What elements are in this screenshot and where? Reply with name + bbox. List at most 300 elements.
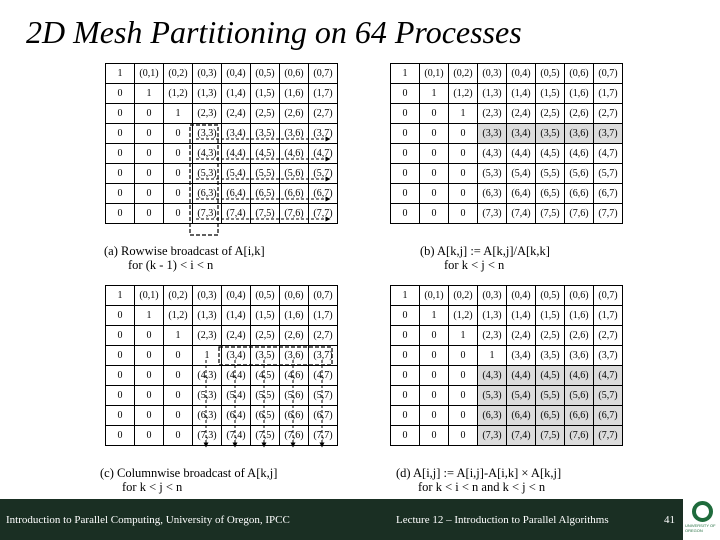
matrix-cell: (6,3) — [478, 184, 507, 204]
matrix-cell: (1,6) — [280, 84, 309, 104]
matrix-cell: (7,6) — [565, 426, 594, 446]
matrix-cell: (4,3) — [193, 144, 222, 164]
matrix-cell: 0 — [420, 346, 449, 366]
matrix-cell: (6,3) — [193, 406, 222, 426]
caption-a — [104, 244, 265, 272]
matrix-cell: 0 — [164, 346, 193, 366]
matrix-cell: (3,4) — [507, 346, 536, 366]
matrix-row — [106, 286, 338, 306]
matrix-cell: 0 — [106, 386, 135, 406]
matrix-row — [106, 326, 338, 346]
matrix-cell: (0,5) — [251, 64, 280, 84]
matrix-cell: 0 — [449, 144, 478, 164]
matrix-cell: (3,5) — [536, 346, 565, 366]
matrix-cell: (0,4) — [507, 64, 536, 84]
matrix-cell: (5,5) — [536, 164, 565, 184]
matrix-cell: (4,6) — [280, 144, 309, 164]
matrix-cell: 0 — [135, 144, 164, 164]
matrix-cell: (5,6) — [565, 164, 594, 184]
caption-d-line1: (d) A[i,j] := A[i,j]-A[i,k] × A[k,j] — [396, 466, 562, 480]
matrix-cell: (5,7) — [309, 386, 338, 406]
matrix-cell: (3,5) — [536, 124, 565, 144]
matrix-cell: (2,4) — [507, 104, 536, 124]
matrix-cell: 0 — [391, 326, 420, 346]
matrix-cell: (5,7) — [309, 164, 338, 184]
matrix-cell: 0 — [135, 104, 164, 124]
matrix-cell: (3,6) — [280, 124, 309, 144]
matrix-cell: 0 — [106, 326, 135, 346]
matrix-cell: 0 — [164, 164, 193, 184]
matrix-cell: (7,4) — [222, 204, 251, 224]
matrix-cell: 1 — [420, 84, 449, 104]
matrix-cell: 0 — [164, 386, 193, 406]
logo-o-icon — [692, 501, 713, 522]
matrix-cell: (7,4) — [507, 204, 536, 224]
matrix-cell: (1,5) — [251, 306, 280, 326]
matrix-cell: (0,2) — [449, 64, 478, 84]
matrix-cell: 1 — [391, 64, 420, 84]
matrix-cell: (1,4) — [507, 84, 536, 104]
matrix-cell: (7,7) — [309, 426, 338, 446]
matrix-cell: (4,7) — [594, 366, 623, 386]
matrix-cell: (4,4) — [507, 366, 536, 386]
matrix-row — [391, 326, 623, 346]
matrix-cell: (2,3) — [478, 104, 507, 124]
matrix-cell: (7,4) — [507, 426, 536, 446]
matrix-cell: 0 — [391, 306, 420, 326]
matrix-cell: 0 — [420, 366, 449, 386]
matrix-cell: (3,3) — [193, 124, 222, 144]
caption-b — [420, 244, 550, 272]
matrix-cell: 1 — [135, 84, 164, 104]
matrix-cell: 0 — [420, 124, 449, 144]
matrix-row — [391, 286, 623, 306]
matrix-cell: (0,4) — [222, 64, 251, 84]
matrix-cell: (7,7) — [309, 204, 338, 224]
matrix-cell: 0 — [449, 184, 478, 204]
matrix-row — [391, 184, 623, 204]
matrix-row — [391, 426, 623, 446]
matrix-cell: 0 — [420, 326, 449, 346]
matrix-cell: (6,5) — [536, 184, 565, 204]
matrix-cell: 0 — [391, 104, 420, 124]
matrix-cell: (2,3) — [193, 326, 222, 346]
matrix-cell: 0 — [449, 346, 478, 366]
matrix-cell: 0 — [420, 144, 449, 164]
matrix-cell: 0 — [164, 366, 193, 386]
matrix-cell: 0 — [106, 406, 135, 426]
matrix-cell: (6,6) — [565, 184, 594, 204]
matrix-cell: 0 — [106, 366, 135, 386]
matrix-cell: (6,7) — [309, 406, 338, 426]
matrix-cell: (7,6) — [280, 204, 309, 224]
matrix-cell: (6,6) — [280, 406, 309, 426]
matrix-cell: (5,4) — [222, 164, 251, 184]
matrix-cell: (1,6) — [565, 84, 594, 104]
matrix-cell: (0,1) — [420, 286, 449, 306]
matrix-cell: 0 — [391, 184, 420, 204]
matrix-cell: (5,7) — [594, 386, 623, 406]
matrix-row — [391, 204, 623, 224]
matrix-cell: 1 — [135, 306, 164, 326]
matrix-cell: (1,3) — [478, 84, 507, 104]
caption-b-line1: (b) A[k,j] := A[k,j]/A[k,k] — [420, 244, 550, 258]
matrix-cell: 0 — [135, 386, 164, 406]
matrix-cell: (7,7) — [594, 204, 623, 224]
caption-d-line2: for k < i < n and k < j < n — [418, 480, 546, 494]
matrix-row — [391, 306, 623, 326]
caption-a-line2: for (k - 1) < i < n — [128, 258, 214, 272]
matrix-cell: (1,3) — [193, 306, 222, 326]
matrix-cell: (6,3) — [478, 406, 507, 426]
matrix-cell: (0,4) — [222, 286, 251, 306]
matrix-cell: (1,2) — [449, 306, 478, 326]
matrix-cell: (4,6) — [565, 366, 594, 386]
matrix-cell: 0 — [106, 346, 135, 366]
matrix-cell: (4,4) — [507, 144, 536, 164]
matrix-cell: (2,4) — [222, 104, 251, 124]
matrix-cell: 0 — [164, 124, 193, 144]
matrix-cell: (0,2) — [449, 286, 478, 306]
matrix-cell: (1,5) — [251, 84, 280, 104]
matrix-cell: 0 — [135, 366, 164, 386]
matrix-cell: (2,7) — [309, 326, 338, 346]
matrix-cell: (7,3) — [478, 204, 507, 224]
matrix-cell: (5,6) — [280, 164, 309, 184]
matrix-cell: (6,6) — [565, 406, 594, 426]
matrix-cell: 0 — [391, 386, 420, 406]
matrix-cell: (3,7) — [309, 124, 338, 144]
matrix-cell: (4,5) — [536, 144, 565, 164]
matrix-cell: (0,6) — [280, 286, 309, 306]
matrix-cell: (0,7) — [594, 64, 623, 84]
matrix-cell: (3,4) — [507, 124, 536, 144]
matrix-cell: (5,4) — [222, 386, 251, 406]
matrix-cell: (7,6) — [280, 426, 309, 446]
matrix-row — [391, 144, 623, 164]
matrix-cell: (3,7) — [594, 124, 623, 144]
matrix-cell: (4,6) — [565, 144, 594, 164]
matrix-cell: 0 — [391, 366, 420, 386]
matrix-cell: (6,5) — [251, 184, 280, 204]
matrix-row — [391, 64, 623, 84]
matrix-cell: (4,3) — [478, 366, 507, 386]
matrix-cell: (5,3) — [478, 386, 507, 406]
matrix-cell: (4,4) — [222, 366, 251, 386]
matrix-cell: 0 — [106, 84, 135, 104]
matrix-cell: (0,2) — [164, 64, 193, 84]
caption-a-line1: (a) Rowwise broadcast of A[i,k] — [104, 244, 265, 258]
matrix-row — [391, 124, 623, 144]
matrix-grid-b — [390, 63, 623, 224]
matrix-cell: 0 — [106, 104, 135, 124]
matrix-cell: (2,4) — [222, 326, 251, 346]
matrix-grid-a — [105, 63, 338, 224]
matrix-cell: (2,7) — [594, 326, 623, 346]
matrix-cell: (0,7) — [309, 286, 338, 306]
matrix-row — [106, 64, 338, 84]
matrix-cell: 0 — [420, 184, 449, 204]
matrix-cell: 0 — [106, 306, 135, 326]
matrix-cell: 0 — [391, 426, 420, 446]
matrix-cell: 0 — [420, 386, 449, 406]
matrix-cell: (3,4) — [222, 346, 251, 366]
matrix-cell: (1,4) — [222, 306, 251, 326]
matrix-cell: 0 — [135, 346, 164, 366]
matrix-cell: (1,5) — [536, 306, 565, 326]
footer-bar — [0, 499, 683, 540]
matrix-cell: (1,2) — [164, 84, 193, 104]
matrix-cell: (7,5) — [251, 204, 280, 224]
matrix-cell: 0 — [449, 386, 478, 406]
matrix-cell: (0,6) — [565, 64, 594, 84]
caption-c — [100, 466, 277, 494]
matrix-row — [106, 164, 338, 184]
matrix-cell: (0,2) — [164, 286, 193, 306]
matrix-cell: (3,3) — [478, 124, 507, 144]
matrix-cell: 1 — [478, 346, 507, 366]
matrix-cell: 0 — [449, 164, 478, 184]
matrix-cell: 0 — [391, 204, 420, 224]
matrix-cell: 0 — [135, 326, 164, 346]
matrix-cell: (1,3) — [193, 84, 222, 104]
matrix-row — [106, 84, 338, 104]
matrix-cell: 0 — [106, 164, 135, 184]
caption-c-line2: for k < j < n — [122, 480, 183, 494]
matrix-cell: (0,6) — [280, 64, 309, 84]
matrix-cell: (4,7) — [594, 144, 623, 164]
matrix-cell: (2,6) — [565, 104, 594, 124]
matrix-row — [106, 406, 338, 426]
matrix-cell: 1 — [193, 346, 222, 366]
matrix-cell: (0,5) — [536, 286, 565, 306]
matrix-cell: (6,3) — [193, 184, 222, 204]
matrix-cell: 0 — [164, 184, 193, 204]
matrix-row — [106, 184, 338, 204]
matrix-cell: 0 — [391, 164, 420, 184]
matrix-cell: 1 — [449, 104, 478, 124]
matrix-cell: (3,7) — [594, 346, 623, 366]
matrix-cell: (6,4) — [222, 406, 251, 426]
matrix-cell: (1,6) — [280, 306, 309, 326]
matrix-cell: (0,1) — [135, 286, 164, 306]
matrix-cell: (2,3) — [478, 326, 507, 346]
matrix-cell: (0,1) — [135, 64, 164, 84]
matrix-cell: 1 — [164, 104, 193, 124]
matrix-cell: 0 — [391, 124, 420, 144]
matrix-cell: 0 — [449, 406, 478, 426]
matrix-cell: (4,7) — [309, 366, 338, 386]
matrix-cell: 0 — [391, 406, 420, 426]
matrix-row — [106, 426, 338, 446]
matrix-cell: 0 — [164, 204, 193, 224]
matrix-cell: (2,5) — [251, 326, 280, 346]
matrix-cell: (1,5) — [536, 84, 565, 104]
matrix-cell: (7,6) — [565, 204, 594, 224]
matrix-cell: 0 — [420, 104, 449, 124]
matrix-cell: (0,7) — [309, 64, 338, 84]
matrix-cell: (6,5) — [536, 406, 565, 426]
matrix-cell: (5,5) — [536, 386, 565, 406]
matrix-cell: 0 — [135, 426, 164, 446]
matrix-cell: 0 — [135, 184, 164, 204]
matrix-cell: (0,1) — [420, 64, 449, 84]
matrix-cell: (6,7) — [309, 184, 338, 204]
matrix-cell: (6,4) — [222, 184, 251, 204]
matrix-cell: 1 — [449, 326, 478, 346]
matrix-cell: (5,4) — [507, 164, 536, 184]
matrix-grid-d — [390, 285, 623, 446]
matrix-grid-c — [105, 285, 338, 446]
matrix-cell: (7,3) — [193, 204, 222, 224]
logo-wordmark: UNIVERSITY OF OREGON — [685, 523, 716, 533]
matrix-cell: (1,2) — [449, 84, 478, 104]
matrix-cell: 0 — [420, 406, 449, 426]
matrix-cell: (7,5) — [536, 426, 565, 446]
matrix-row — [106, 104, 338, 124]
matrix-cell: (3,5) — [251, 124, 280, 144]
matrix-cell: (7,4) — [222, 426, 251, 446]
matrix-cell: 0 — [135, 204, 164, 224]
matrix-cell: 1 — [391, 286, 420, 306]
matrix-row — [106, 204, 338, 224]
matrix-cell: (6,7) — [594, 406, 623, 426]
matrix-cell: (5,5) — [251, 386, 280, 406]
matrix-cell: 0 — [449, 204, 478, 224]
footer-course: Introduction to Parallel Computing, University of Oregon, IPCC — [6, 514, 290, 526]
matrix-cell: (4,5) — [536, 366, 565, 386]
matrix-cell: (7,7) — [594, 426, 623, 446]
matrix-cell: (5,3) — [193, 164, 222, 184]
matrix-cell: (4,3) — [478, 144, 507, 164]
matrix-cell: (3,6) — [565, 124, 594, 144]
matrix-cell: 0 — [106, 184, 135, 204]
matrix-cell: 0 — [135, 124, 164, 144]
matrix-cell: (1,7) — [309, 306, 338, 326]
matrix-cell: 0 — [449, 124, 478, 144]
caption-d — [396, 466, 561, 494]
matrix-cell: (2,7) — [594, 104, 623, 124]
matrix-cell: (6,4) — [507, 406, 536, 426]
matrix-cell: (1,7) — [309, 84, 338, 104]
caption-c-line1: (c) Columnwise broadcast of A[k,j] — [100, 466, 278, 480]
matrix-cell: (7,5) — [251, 426, 280, 446]
matrix-cell: (2,5) — [536, 104, 565, 124]
matrix-row — [106, 306, 338, 326]
matrix-cell: (5,7) — [594, 164, 623, 184]
matrix-cell: (2,6) — [280, 104, 309, 124]
matrix-cell: (2,3) — [193, 104, 222, 124]
matrix-cell: (2,6) — [565, 326, 594, 346]
matrix-cell: (1,3) — [478, 306, 507, 326]
matrix-row — [391, 386, 623, 406]
matrix-row — [106, 366, 338, 386]
matrix-cell: (0,4) — [507, 286, 536, 306]
matrix-cell: 0 — [391, 346, 420, 366]
matrix-cell: 0 — [449, 366, 478, 386]
matrix-cell: (5,3) — [478, 164, 507, 184]
matrix-cell: (0,3) — [193, 286, 222, 306]
matrix-cell: (1,7) — [594, 84, 623, 104]
matrix-row — [391, 84, 623, 104]
matrix-cell: (6,7) — [594, 184, 623, 204]
matrix-cell: 0 — [391, 84, 420, 104]
matrix-cell: (1,6) — [565, 306, 594, 326]
matrix-row — [391, 164, 623, 184]
matrix-cell: 0 — [106, 204, 135, 224]
matrix-cell: 0 — [164, 426, 193, 446]
matrix-row — [391, 346, 623, 366]
matrix-cell: (1,4) — [507, 306, 536, 326]
matrix-cell: (5,5) — [251, 164, 280, 184]
matrix-cell: (3,4) — [222, 124, 251, 144]
matrix-cell: (1,4) — [222, 84, 251, 104]
matrix-row — [106, 124, 338, 144]
matrix-cell: (5,4) — [507, 386, 536, 406]
matrix-cell: (7,5) — [536, 204, 565, 224]
footer-page-number: 41 — [664, 514, 675, 526]
matrix-cell: (2,4) — [507, 326, 536, 346]
matrix-cell: (2,7) — [309, 104, 338, 124]
matrix-cell: (6,6) — [280, 184, 309, 204]
matrix-cell: 0 — [449, 426, 478, 446]
matrix-cell: 1 — [420, 306, 449, 326]
matrix-cell: (0,5) — [536, 64, 565, 84]
matrix-cell: (2,5) — [251, 104, 280, 124]
matrix-cell: 1 — [106, 64, 135, 84]
matrix-cell: (0,3) — [193, 64, 222, 84]
university-logo — [683, 499, 720, 540]
matrix-cell: (5,3) — [193, 386, 222, 406]
matrix-row — [391, 366, 623, 386]
matrix-cell: (4,4) — [222, 144, 251, 164]
matrix-cell: (6,4) — [507, 184, 536, 204]
matrix-cell: 0 — [106, 144, 135, 164]
matrix-cell: (4,5) — [251, 144, 280, 164]
matrix-cell: (0,3) — [478, 286, 507, 306]
matrix-cell: 0 — [106, 124, 135, 144]
matrix-cell: 0 — [135, 406, 164, 426]
matrix-cell: 0 — [391, 144, 420, 164]
matrix-cell: (0,3) — [478, 64, 507, 84]
matrix-cell: (1,2) — [164, 306, 193, 326]
matrix-cell: (5,6) — [280, 386, 309, 406]
matrix-cell: (2,5) — [536, 326, 565, 346]
matrix-cell: 0 — [164, 144, 193, 164]
matrix-cell: (1,7) — [594, 306, 623, 326]
matrix-row — [106, 144, 338, 164]
matrix-cell: (0,5) — [251, 286, 280, 306]
matrix-cell: (4,5) — [251, 366, 280, 386]
matrix-row — [106, 386, 338, 406]
matrix-cell: (3,6) — [565, 346, 594, 366]
matrix-cell: (3,7) — [309, 346, 338, 366]
matrix-cell: (0,7) — [594, 286, 623, 306]
matrix-cell: 0 — [135, 164, 164, 184]
matrix-cell: 1 — [106, 286, 135, 306]
footer-lecture: Lecture 12 – Introduction to Parallel Algorithms — [396, 514, 609, 526]
caption-b-line2: for k < j < n — [444, 258, 505, 272]
matrix-cell: (4,3) — [193, 366, 222, 386]
matrix-cell: (7,3) — [478, 426, 507, 446]
matrix-row — [106, 346, 338, 366]
matrix-cell: (4,7) — [309, 144, 338, 164]
matrix-cell: 0 — [420, 204, 449, 224]
matrix-cell: (3,6) — [280, 346, 309, 366]
matrix-cell: (7,3) — [193, 426, 222, 446]
matrix-cell: (4,6) — [280, 366, 309, 386]
matrix-cell: 0 — [164, 406, 193, 426]
